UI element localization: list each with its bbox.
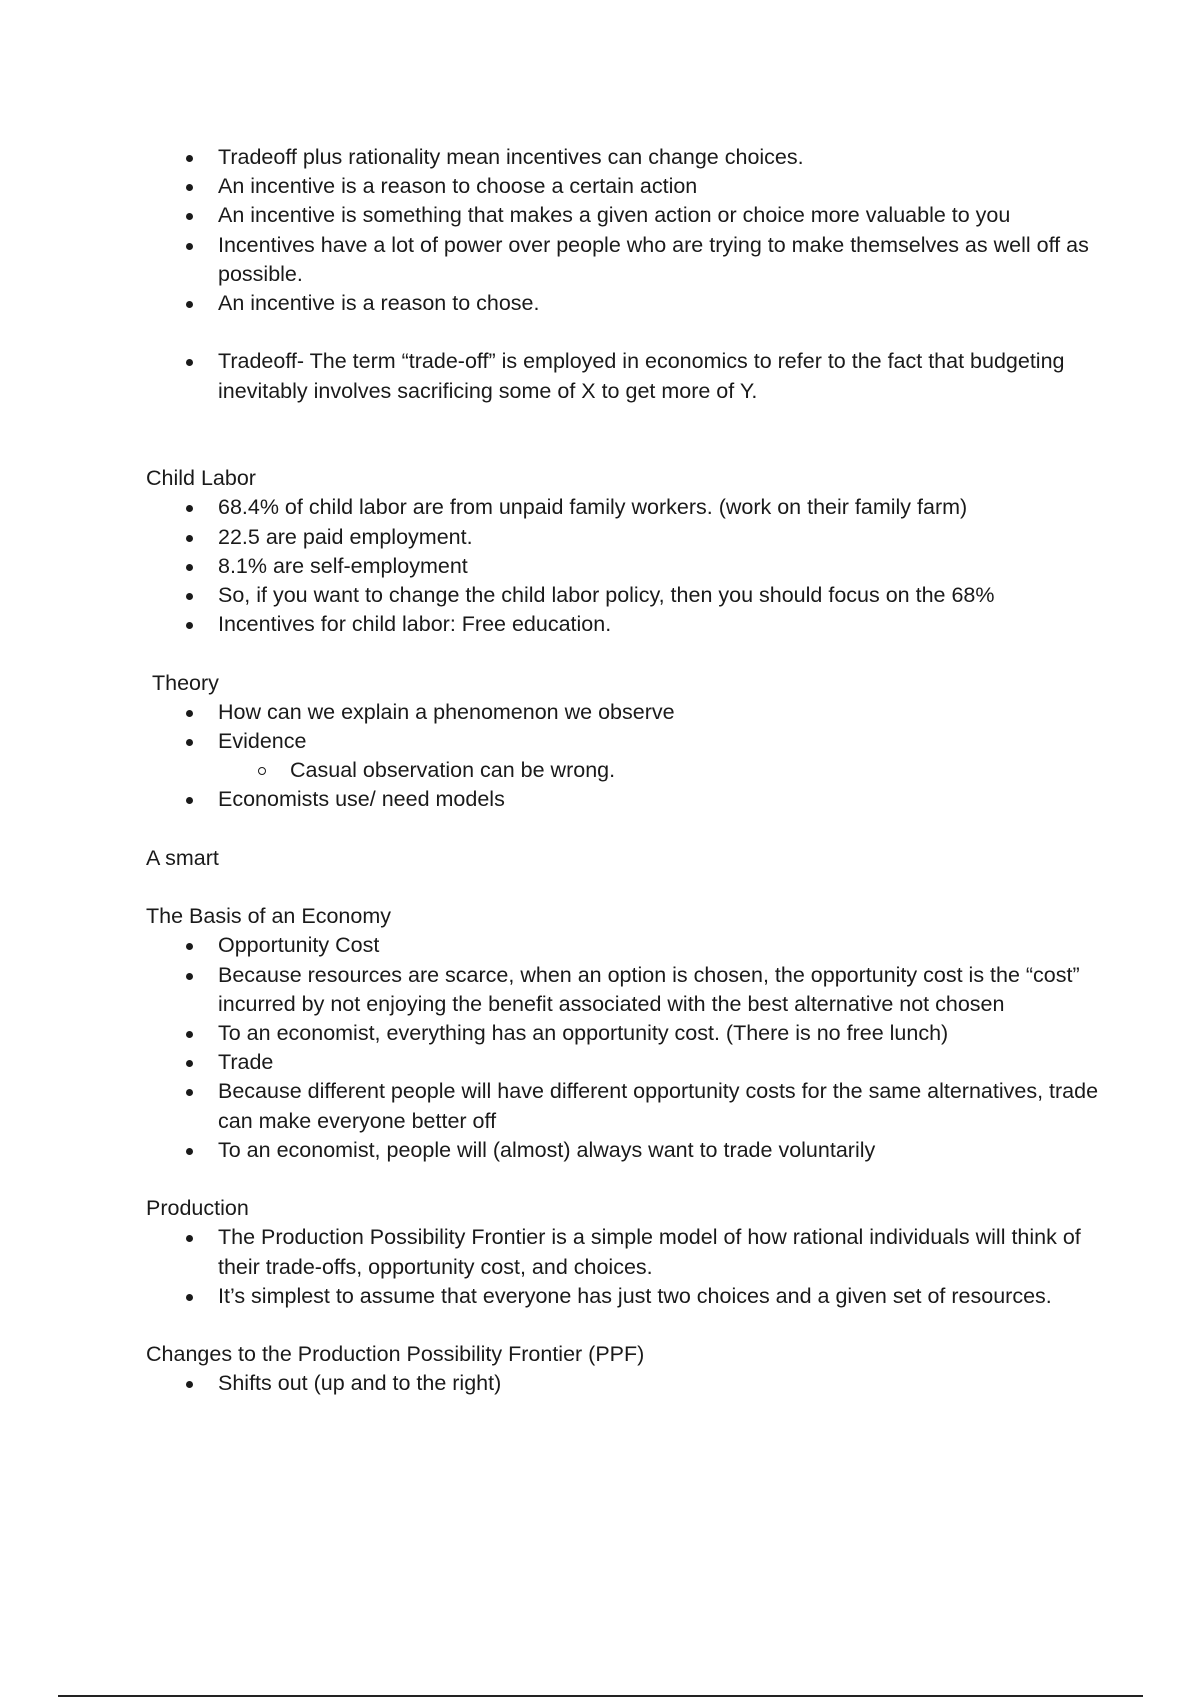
list-item: Evidence bbox=[146, 727, 1106, 756]
list-item: Economists use/ need models bbox=[146, 785, 1106, 814]
intro-list bbox=[146, 143, 1106, 318]
spacer bbox=[146, 639, 1106, 668]
tradeoff-list bbox=[146, 347, 1106, 405]
section-heading-theory: Theory bbox=[152, 670, 219, 695]
section-heading-child-labor: Child Labor bbox=[146, 466, 256, 491]
spacer bbox=[146, 815, 1106, 844]
spacer bbox=[146, 1165, 1106, 1194]
list-item: Incentives have a lot of power over people who are trying to make themselves as well off as possible. bbox=[146, 231, 1106, 289]
theory-list bbox=[146, 698, 1106, 756]
list-item: Incentives for child labor: Free education. bbox=[146, 610, 1106, 639]
section-heading-production: Production bbox=[146, 1196, 249, 1221]
ppf-changes-list bbox=[146, 1369, 1106, 1398]
list-item: It’s simplest to assume that everyone has just two choices and a given set of resources. bbox=[146, 1282, 1106, 1311]
list-item: Because resources are scarce, when an option is chosen, the opportunity cost is the “cost” incurred by not enjoying the benefit associated with the best alternative not chosen bbox=[146, 961, 1106, 1019]
section-heading-ppf-changes: Changes to the Production Possibility Frontier (PPF) bbox=[146, 1342, 645, 1367]
list-item: An incentive is something that makes a given action or choice more valuable to you bbox=[146, 201, 1106, 230]
production-list bbox=[146, 1223, 1106, 1311]
list-item: How can we explain a phenomenon we observe bbox=[146, 698, 1106, 727]
list-item: 68.4% of child labor are from unpaid family workers. (work on their family farm) bbox=[146, 493, 1106, 522]
footer-divider bbox=[58, 1695, 1143, 1697]
list-item: 8.1% are self-employment bbox=[146, 552, 1106, 581]
spacer bbox=[146, 1311, 1106, 1340]
list-item: Tradeoff plus rationality mean incentives can change choices. bbox=[146, 143, 1106, 172]
list-item: So, if you want to change the child labor policy, then you should focus on the 68% bbox=[146, 581, 1106, 610]
spacer bbox=[146, 318, 1106, 347]
list-item: Opportunity Cost bbox=[146, 931, 1106, 960]
child-labor-list bbox=[146, 493, 1106, 639]
spacer bbox=[146, 406, 1106, 464]
list-item: Shifts out (up and to the right) bbox=[146, 1369, 1106, 1398]
list-item: An incentive is a reason to choose a certain action bbox=[146, 172, 1106, 201]
spacer bbox=[146, 873, 1106, 902]
list-item: The Production Possibility Frontier is a simple model of how rational individuals will think of their trade-offs, opportunity cost, and choices. bbox=[146, 1223, 1106, 1281]
list-item: Trade bbox=[146, 1048, 1106, 1077]
list-item: Tradeoff- The term “trade-off” is employed in economics to refer to the fact that budgeting inevitably involves sacrificing some of X to get more of Y. bbox=[146, 347, 1106, 405]
basis-list bbox=[146, 931, 1106, 1165]
list-item: Because different people will have different opportunity costs for the same alternatives, trade can make everyone better off bbox=[146, 1077, 1106, 1135]
theory-sub-list bbox=[146, 756, 1106, 785]
list-item: 22.5 are paid employment. bbox=[146, 523, 1106, 552]
document-body bbox=[146, 143, 1106, 1399]
paragraph-a-smart: A smart bbox=[146, 845, 219, 870]
theory-list-end bbox=[146, 785, 1106, 814]
list-item: To an economist, everything has an opportunity cost. (There is no free lunch) bbox=[146, 1019, 1106, 1048]
list-item: An incentive is a reason to chose. bbox=[146, 289, 1106, 318]
sub-list-item: Casual observation can be wrong. bbox=[146, 756, 1106, 785]
section-heading-basis: The Basis of an Economy bbox=[146, 904, 391, 929]
list-item: To an economist, people will (almost) always want to trade voluntarily bbox=[146, 1136, 1106, 1165]
